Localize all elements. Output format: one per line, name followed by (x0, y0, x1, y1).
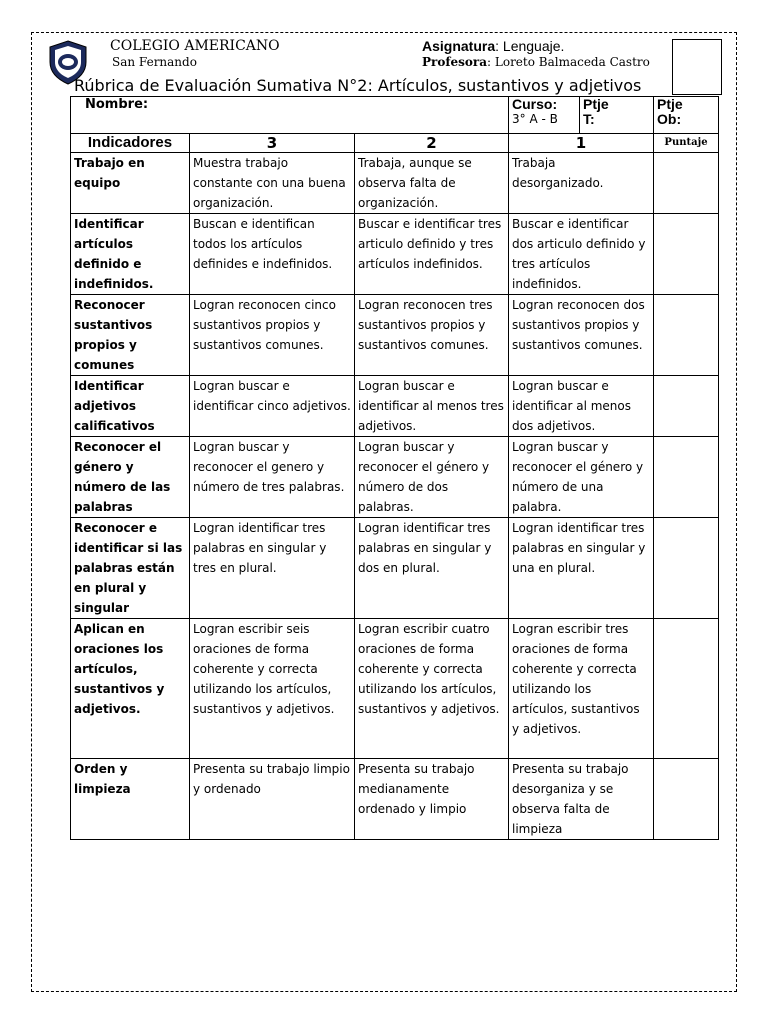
level-3-cell: Muestra trabajo constante con una buena organización. (190, 153, 355, 214)
table-row (71, 437, 719, 518)
level-3-cell: Logran buscar e identificar cinco adjetivos. (190, 376, 355, 437)
table-row (71, 518, 719, 619)
level-1-cell: Trabaja desorganizado. (509, 153, 654, 214)
col-level-1: 1 (509, 134, 654, 153)
indicator-cell: Trabajo en equipo (71, 153, 190, 214)
curso-label: Curso: (512, 96, 558, 112)
puntaje-cell[interactable] (654, 619, 719, 759)
info-row (71, 97, 719, 134)
level-2-cell: Logran buscar e identificar al menos tres adjetivos. (355, 376, 509, 437)
nombre-field[interactable] (71, 97, 509, 134)
level-1-cell: Buscar e identificar dos articulo definido y tres artículos indefinidos. (509, 214, 654, 295)
level-3-cell: Buscan e identifican todos los artículos definides e indefinidos. (190, 214, 355, 295)
level-3-cell: Logran escribir seis oraciones de forma coherente y correcta utilizando los artículos, sustantivos y adjetivos. (190, 619, 355, 759)
level-3-cell: Logran reconocen cinco sustantivos propios y sustantivos comunes. (190, 295, 355, 376)
puntaje-cell[interactable] (654, 153, 719, 214)
puntaje-cell[interactable] (654, 376, 719, 437)
table-row (71, 214, 719, 295)
level-1-cell: Presenta su trabajo desorganiza y se observa falta de limpieza (509, 759, 654, 840)
subject-value: : Lenguaje. (495, 38, 565, 54)
indicator-cell: Reconocer e identificar si las palabras están en plural y singular (71, 518, 190, 619)
curso-value: 3° A - B (512, 112, 558, 126)
subject (422, 38, 564, 54)
puntaje-cell[interactable] (654, 437, 719, 518)
indicator-cell: Reconocer sustantivos propios y comunes (71, 295, 190, 376)
level-1-cell: Logran reconocen dos sustantivos propios y sustantivos comunes. (509, 295, 654, 376)
col-puntaje: Puntaje (654, 134, 719, 153)
ptje-t-label-1: Ptje (583, 96, 609, 112)
ptje-t-label-2: T: (583, 111, 595, 127)
level-1-cell: Logran identificar tres palabras en singular y una en plural. (509, 518, 654, 619)
teacher (422, 55, 650, 69)
ptje-ob-label-1: Ptje (657, 96, 683, 112)
puntaje-cell[interactable] (654, 295, 719, 376)
indicator-cell: Identificar adjetivos calificativos (71, 376, 190, 437)
level-3-cell: Logran identificar tres palabras en singular y tres en plural. (190, 518, 355, 619)
teacher-label: Profesora (422, 55, 488, 69)
teacher-value: : Loreto Balmaceda Castro (487, 55, 650, 69)
puntaje-cell[interactable] (654, 214, 719, 295)
indicator-cell: Reconocer el género y número de las palabras (71, 437, 190, 518)
level-1-cell: Logran buscar e identificar al menos dos adjetivos. (509, 376, 654, 437)
ptje-t-field[interactable] (580, 97, 654, 134)
indicator-cell: Identificar artículos definido e indefinidos. (71, 214, 190, 295)
table-row (71, 295, 719, 376)
level-1-cell: Logran escribir tres oraciones de forma coherente y correcta utilizando los artículos, sustantivos y adjetivos. (509, 619, 654, 759)
level-2-cell: Logran escribir cuatro oraciones de forma coherente y correcta utilizando los artículos, sustantivos y adjetivos. (355, 619, 509, 759)
puntaje-cell[interactable] (654, 759, 719, 840)
nombre-label: Nombre: (85, 97, 149, 112)
indicator-cell: Orden y limpieza (71, 759, 190, 840)
level-1-cell: Logran buscar y reconocer el género y número de una palabra. (509, 437, 654, 518)
col-indicadores: Indicadores (71, 134, 190, 153)
level-2-cell: Buscar e identificar tres articulo definido y tres artículos indefinidos. (355, 214, 509, 295)
puntaje-cell[interactable] (654, 518, 719, 619)
indicator-cell: Aplican en oraciones los artículos, sustantivos y adjetivos. (71, 619, 190, 759)
level-2-cell: Presenta su trabajo medianamente ordenado y limpio (355, 759, 509, 840)
col-level-3: 3 (190, 134, 355, 153)
level-2-cell: Logran reconocen tres sustantivos propios y sustantivos comunes. (355, 295, 509, 376)
table-row (71, 759, 719, 840)
curso-field (509, 97, 580, 134)
table-row (71, 153, 719, 214)
school-city: San Fernando (112, 55, 197, 69)
header-row (71, 134, 719, 153)
page-title: Rúbrica de Evaluación Sumativa N°2: Artículos, sustantivos y adjetivos (74, 76, 642, 95)
level-3-cell: Logran buscar y reconocer el genero y número de tres palabras. (190, 437, 355, 518)
level-2-cell: Trabaja, aunque se observa falta de organización. (355, 153, 509, 214)
score-box[interactable] (672, 39, 722, 95)
col-level-2: 2 (355, 134, 509, 153)
school-name: COLEGIO AMERICANO (110, 38, 280, 54)
level-3-cell: Presenta su trabajo limpio y ordenado (190, 759, 355, 840)
rubric-table (70, 96, 719, 840)
table-row (71, 376, 719, 437)
ptje-ob-label-2: Ob: (657, 111, 682, 127)
table-row (71, 619, 719, 759)
level-2-cell: Logran buscar y reconocer el género y número de dos palabras. (355, 437, 509, 518)
subject-label: Asignatura (422, 38, 496, 54)
level-2-cell: Logran identificar tres palabras en singular y dos en plural. (355, 518, 509, 619)
ptje-ob-field[interactable] (654, 97, 719, 134)
